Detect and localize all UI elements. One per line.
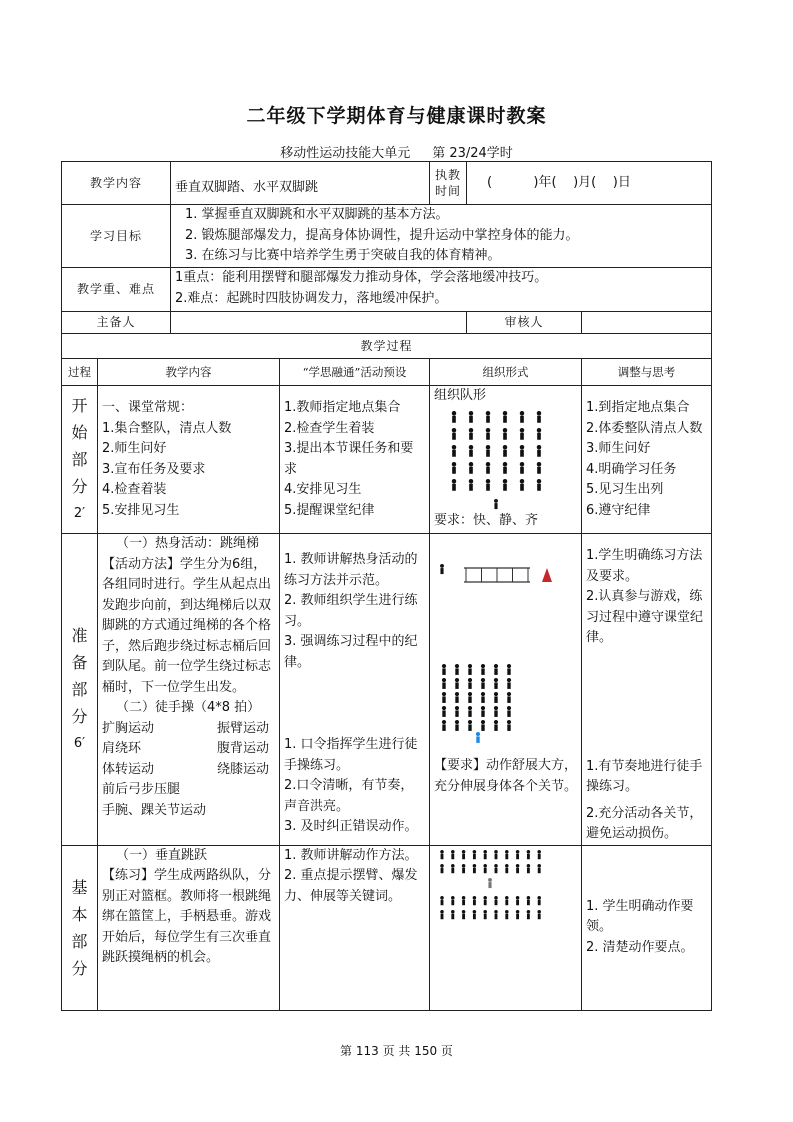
activity-line: 2.检查学生着装: [284, 420, 375, 436]
reviewer-value: [582, 312, 712, 334]
student-figure: [507, 720, 511, 731]
reflection-line: 2.体委整队清点人数: [586, 420, 703, 436]
student-figure: [494, 910, 498, 919]
student-figure: [507, 692, 511, 703]
student-figure: [452, 479, 456, 491]
student-figure: [503, 479, 507, 491]
student-figure: [481, 692, 485, 703]
phase-char: 分: [71, 706, 88, 726]
goals-row: [62, 205, 712, 268]
student-figure: [473, 864, 477, 873]
teacher-figure: [476, 732, 480, 743]
student-figure: [468, 720, 472, 731]
activity-line: 3. 强调练习过程中的纪律。: [284, 634, 418, 670]
activity-line: 1. 教师讲解动作方法。: [284, 847, 418, 863]
student-figure: [473, 896, 477, 905]
start-reflection: [582, 386, 712, 534]
basic-activity: [280, 845, 430, 1010]
student-figure: [505, 864, 509, 873]
student-figure: [527, 850, 531, 859]
warmup-title: （一）热身活动：跳绳梯: [116, 536, 260, 551]
phase-char: 2′: [73, 506, 86, 521]
basic-diagram: [434, 846, 574, 946]
reviewer-label: 审核人: [467, 312, 582, 334]
student-figure: [452, 428, 456, 440]
student-figure: [520, 479, 524, 491]
activity-line: 5.提醒课堂纪律: [284, 502, 375, 518]
start-activity: [280, 386, 430, 534]
phase-char: 准: [71, 625, 88, 645]
basic-reflection: [582, 845, 712, 1010]
teach-date: ( )年( )月( )日: [467, 162, 712, 205]
student-figure: [440, 910, 444, 919]
content-line: 3.宣布任务及要求: [102, 461, 206, 477]
exercise-item: 绕膝运动: [217, 761, 270, 777]
student-figure: [469, 428, 473, 440]
student-figure: [516, 910, 520, 919]
student-figure: [452, 462, 456, 474]
goals-list: [171, 205, 712, 268]
student-figure: [442, 720, 446, 731]
student-figure: [452, 411, 456, 423]
content-label: 教学内容: [62, 162, 171, 205]
student-figure: [451, 896, 455, 905]
exercise-row: [102, 760, 275, 781]
student-figure: [537, 479, 541, 491]
student-figure: [494, 850, 498, 859]
phase-char: 分: [71, 477, 88, 496]
student-figure: [483, 864, 487, 873]
student-figure: [486, 462, 490, 474]
student-figure: [494, 896, 498, 905]
process-row: [62, 334, 712, 359]
content-row: [62, 162, 712, 205]
keypoints-label: 教学重、难点: [62, 268, 171, 312]
reflection-line: 3.师生问好: [586, 441, 651, 456]
warmup-text: 【活动方法】学生分为6组，各组同时进行。学生从起点出发跑步向前，到达绳梯后以双脚跳的方式通过绳梯的各个格子，然后跑步绕过标志桶后回到队尾。前一位学生绕过标志桶时，下一位学生出发。: [102, 556, 272, 695]
phase-char: 分: [71, 958, 88, 978]
student-figure: [503, 445, 507, 457]
student-figure: [537, 445, 541, 457]
student-figure: [486, 445, 490, 457]
activity-line: 1.教师指定地点集合: [284, 400, 401, 415]
activity-line: 3.提出本节课任务和要求: [284, 441, 414, 477]
keypoint-item: 1重点：能利用摆臂和腿部爆发力推动身体，学会落地缓冲技巧。: [175, 270, 548, 285]
exercise-row: [102, 739, 275, 760]
marker-cone-icon: [542, 568, 552, 582]
org-requirement: 要求：快、静、齐: [434, 512, 539, 528]
teacher-figure: [488, 878, 492, 888]
student-figure: [442, 664, 446, 675]
student-figure: [505, 910, 509, 919]
process-header-row: [62, 359, 712, 386]
student-formation: [452, 411, 541, 509]
formation-diagram: [434, 407, 574, 511]
basic-content: [98, 845, 280, 1010]
exercise-item: 腹背运动: [217, 741, 270, 756]
reflection-line: 2.认真参与游戏，练习过程中遵守课堂纪律。: [586, 589, 704, 645]
student-figure: [505, 850, 509, 859]
phase-char: 基: [71, 877, 88, 897]
page-title: 二年级下学期体育与健康课时教案: [246, 105, 547, 127]
reflection-line: 1.学生明确练习方法及要求。: [586, 548, 703, 584]
student-figure: [442, 692, 446, 703]
phase-char: 6′: [73, 735, 86, 751]
phase-start-label: [62, 386, 98, 534]
content-line: 5.安排见习生: [102, 502, 180, 518]
student-figure: [494, 706, 498, 717]
student-figure: [455, 678, 459, 689]
student-figure: [481, 720, 485, 731]
student-figure: [516, 896, 520, 905]
student-figure: [455, 692, 459, 703]
exercise-item: 振臂运动: [217, 720, 270, 736]
student-figure: [442, 678, 446, 689]
keypoints-list: [171, 268, 712, 312]
phase-basic-label: [62, 845, 98, 1010]
student-figure: [537, 864, 541, 873]
content-line: 2.师生问好: [102, 441, 167, 456]
student-figure: [468, 678, 472, 689]
phase-char: 始: [71, 423, 88, 442]
student-figure: [483, 910, 487, 919]
student-figure: [537, 428, 541, 440]
student-figure: [494, 692, 498, 703]
student-figure: [455, 720, 459, 731]
reflection-line: 2.充分活动各关节，避免运动损伤。: [586, 805, 703, 841]
student-figure: [442, 706, 446, 717]
student-figure: [527, 910, 531, 919]
student-figure: [469, 462, 473, 474]
keypoint-item: 2.难点：起跳时四肢协调发力，落地缓冲保护。: [175, 290, 448, 306]
student-figure: [507, 664, 511, 675]
student-figure: [537, 462, 541, 474]
student-figure: [494, 864, 498, 873]
reflection-line: 1.有节奏地进行徒手操练习。: [586, 758, 703, 794]
start-organization: [430, 386, 582, 534]
phase-char: 部: [71, 679, 88, 699]
activity-line: 3. 及时纠正错误动作。: [284, 819, 418, 834]
content-line: 一、课堂常规：: [102, 400, 194, 415]
reflection-line: 1. 学生明确动作要领。: [586, 898, 694, 935]
student-figure: [451, 910, 455, 919]
student-figure: [520, 445, 524, 457]
student-figure: [537, 411, 541, 423]
content-value: 垂直双脚踏、水平双脚跳: [171, 162, 430, 205]
student-figure: [494, 664, 498, 675]
header-phase: 过程: [62, 359, 98, 386]
student-figure: [520, 428, 524, 440]
start-content: [98, 386, 280, 534]
goal-item: 3. 在练习与比赛中培养学生勇于突破自我的体育精神。: [185, 248, 501, 263]
student-figure: [503, 428, 507, 440]
phase-char: 备: [71, 652, 88, 672]
exercise-item: 扩胸运动: [102, 720, 155, 736]
student-figure: [469, 479, 473, 491]
student-figure: [451, 850, 455, 859]
student-figure: [507, 678, 511, 689]
keypoints-row: [62, 268, 712, 312]
student-figure: [469, 411, 473, 423]
student-figure: [494, 720, 498, 731]
student-figure: [527, 864, 531, 873]
phase-char: 本: [71, 904, 88, 924]
teacher-figure: [494, 499, 498, 509]
lesson-period: 第 23/24学时: [432, 146, 513, 161]
activity-line: 1. 教师讲解热身活动的练习方法并示范。: [284, 552, 418, 588]
student-figure: [483, 850, 487, 859]
prep-formation: [440, 564, 552, 743]
process-label: 教学过程: [62, 334, 712, 359]
student-figure: [505, 896, 509, 905]
basic-text: 【练习】学生成两路纵队，分别正对篮框。教师将一根跳绳绑在篮筐上，手柄悬垂。游戏开始后，每位学生有三次垂直跳跃摸绳柄的机会。: [102, 868, 272, 965]
reflection-line: 2. 清楚动作要点。: [586, 939, 694, 955]
header-activity: “学思融通”活动预设: [280, 359, 430, 386]
student-figure: [462, 896, 466, 905]
exercise-item: 前后弓步压腿: [102, 782, 181, 797]
student-figure: [468, 706, 472, 717]
activity-line: 4.安排见习生: [284, 482, 362, 497]
activity-line: 2. 教师组织学生进行练习。: [284, 593, 418, 629]
goal-item: 1. 掌握垂直双脚跳和水平双脚跳的基本方法。: [185, 207, 449, 222]
student-figure: [486, 411, 490, 423]
student-figure: [537, 896, 541, 905]
student-figure: [486, 428, 490, 440]
header-content: 教学内容: [98, 359, 280, 386]
student-figure: [440, 896, 444, 905]
goal-item: 2. 锻炼腿部爆发力，提高身体协调性，提升运动中掌控身体的能力。: [185, 227, 579, 243]
phase-prep-label: [62, 534, 98, 846]
content-line: 4.检查着装: [102, 482, 167, 497]
staff-row: [62, 312, 712, 334]
student-figure: [468, 664, 472, 675]
student-figure: [440, 850, 444, 859]
student-figure: [494, 678, 498, 689]
student-figure: [440, 864, 444, 873]
teach-time-label: 执教时间: [430, 162, 467, 205]
activity-line: 2. 重点提示摆臂、爆发力、伸展等关键词。: [284, 868, 418, 904]
basic-organization: [430, 845, 582, 1010]
basic-formation: [440, 850, 541, 919]
lesson-plan-table: [61, 161, 712, 1011]
exercise-title: （二）徒手操（4*8 拍）: [116, 700, 261, 715]
header-organization: 组织形式: [430, 359, 582, 386]
student-figure: [483, 896, 487, 905]
exercise-item: 肩绕环: [102, 741, 142, 756]
reflection-line: 6.遵守纪律: [586, 502, 651, 518]
student-figure: [527, 896, 531, 905]
student-figure: [462, 850, 466, 859]
prep-reflection: [582, 534, 712, 846]
phase-basic-row: [62, 845, 712, 1010]
page-subtitle: [0, 142, 793, 161]
unit-name: 移动性运动技能大单元: [280, 146, 411, 161]
student-figure: [451, 864, 455, 873]
student-figure: [503, 462, 507, 474]
org-requirement: 【要求】动作舒展大方，充分伸展身体各个关节。: [434, 758, 578, 794]
student-figure: [462, 864, 466, 873]
student-figure: [440, 564, 444, 574]
page-footer: 第 113 页 共 150 页: [340, 1044, 453, 1058]
student-figure: [520, 411, 524, 423]
prep-content: [98, 534, 280, 846]
activity-line: 2.口令清晰，有节奏，声音洪亮。: [284, 778, 414, 814]
student-figure: [468, 692, 472, 703]
student-figure: [455, 664, 459, 675]
student-figure: [516, 864, 520, 873]
prep-organization: [430, 534, 582, 846]
reflection-line: 1.到指定地点集合: [586, 400, 690, 415]
content-line: 1.集合整队，清点人数: [102, 420, 232, 436]
preparer-value: [171, 312, 467, 334]
org-title: 组织队形: [434, 388, 487, 403]
student-figure: [537, 850, 541, 859]
phase-char: 开: [71, 396, 88, 415]
reflection-line: 4.明确学习任务: [586, 461, 677, 477]
preparer-label: 主备人: [62, 312, 171, 334]
basic-title: （一）垂直跳跃: [116, 847, 208, 863]
prep-diagram: [434, 534, 574, 756]
student-figure: [469, 445, 473, 457]
activity-line: 1. 口令指挥学生进行徒手操练习。: [284, 737, 418, 773]
student-figure: [481, 706, 485, 717]
reflection-line: 5.见习生出列: [586, 482, 664, 497]
student-figure: [503, 411, 507, 423]
student-figure: [507, 706, 511, 717]
header-reflection: 调整与思考: [582, 359, 712, 386]
student-figure: [537, 910, 541, 919]
prep-activity: [280, 534, 430, 846]
student-figure: [486, 479, 490, 491]
student-figure: [520, 462, 524, 474]
phase-char: 部: [71, 931, 88, 951]
goals-label: 学习目标: [62, 205, 171, 268]
student-figure: [473, 850, 477, 859]
student-figure: [481, 678, 485, 689]
exercise-item: 手腕、踝关节运动: [102, 802, 207, 818]
student-figure: [516, 850, 520, 859]
exercise-item: 体转运动: [102, 761, 155, 777]
student-figure: [462, 910, 466, 919]
exercise-row: [102, 719, 275, 740]
student-figure: [473, 910, 477, 919]
student-figure: [455, 706, 459, 717]
student-figure: [481, 664, 485, 675]
phase-prep-row: [62, 534, 712, 846]
phase-char: 部: [71, 450, 88, 469]
phase-start-row: [62, 386, 712, 534]
student-figure: [452, 445, 456, 457]
